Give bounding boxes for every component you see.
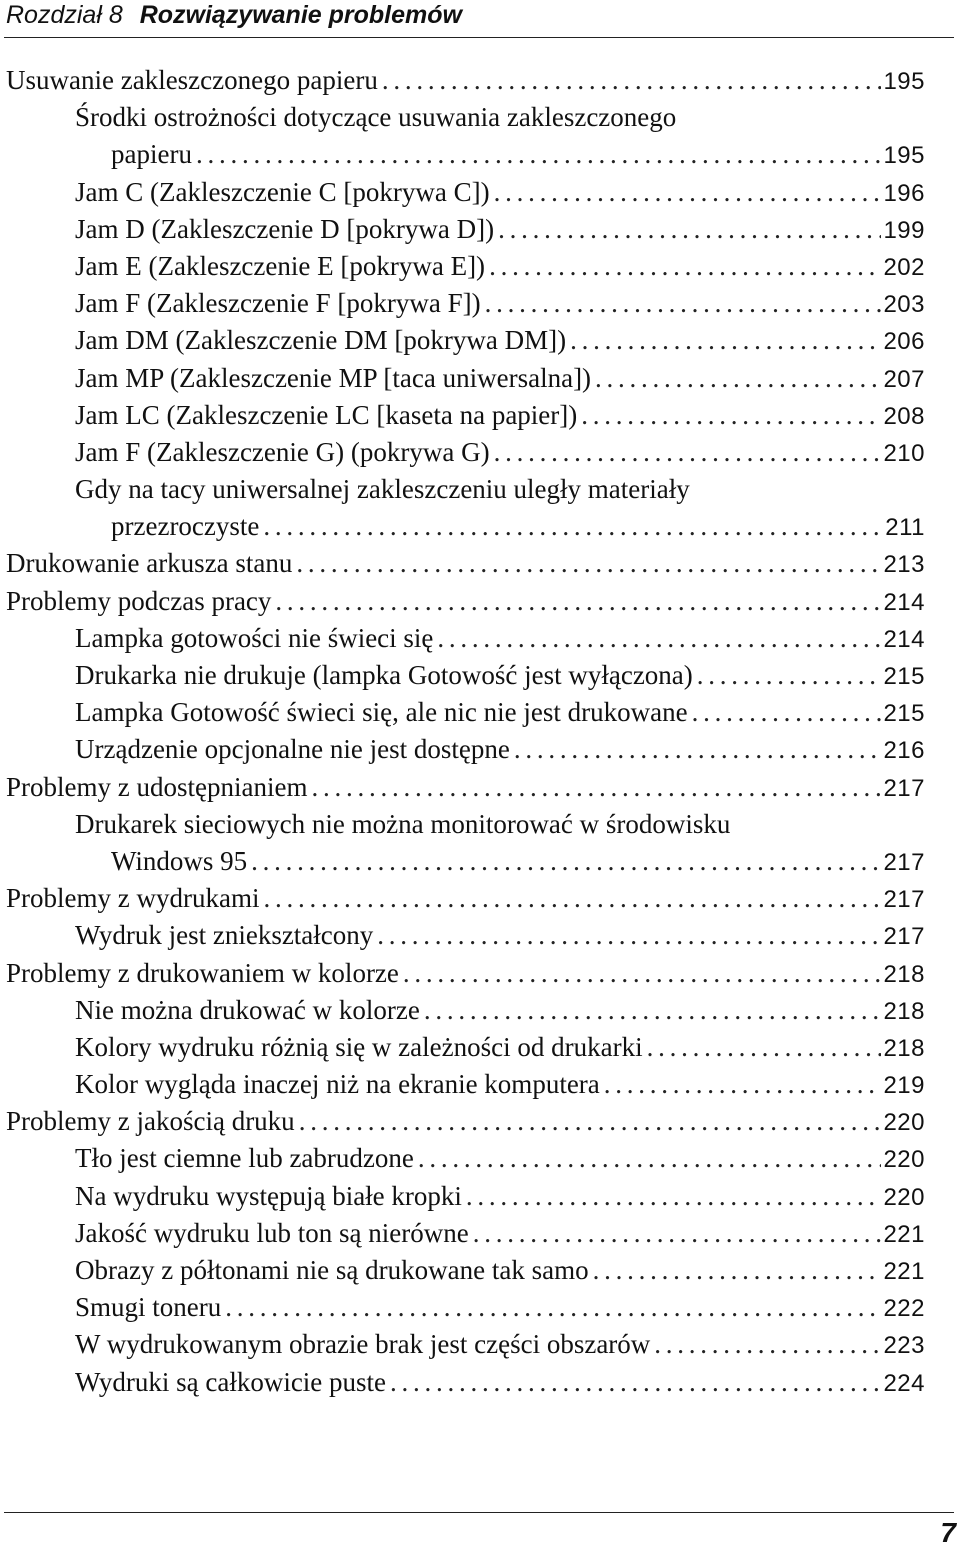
- toc-page-number: 203: [883, 291, 925, 319]
- toc-entry-title: Wydruk jest zniekształcony: [75, 920, 374, 951]
- dot-leader: [225, 1289, 881, 1326]
- toc-entry-title: Problemy z udostępnianiem: [6, 771, 308, 802]
- toc-page-number: 221: [883, 1258, 925, 1285]
- toc-entry-title: Jam F (Zakleszczenie F [pokrywa F]): [75, 288, 481, 319]
- dot-leader: [377, 917, 881, 954]
- toc-subsection-entry[interactable]: [75, 657, 960, 694]
- dot-leader: [403, 955, 882, 992]
- toc-section-entry[interactable]: [6, 62, 960, 99]
- dot-leader: [251, 843, 881, 880]
- toc-subsection-entry[interactable]: [75, 1029, 960, 1066]
- toc-entry-title: Jam F (Zakleszczenie G) (pokrywa G): [75, 436, 490, 467]
- toc-section-entry[interactable]: [6, 583, 960, 620]
- toc-entry-title: Tło jest ciemne lub zabrudzone: [75, 1143, 414, 1174]
- toc-subsection-entry[interactable]: [75, 285, 960, 322]
- chapter-header: [6, 0, 954, 34]
- toc-page-number: 220: [883, 1146, 925, 1174]
- toc-page-number: 222: [883, 1295, 925, 1323]
- dot-leader: [299, 1103, 882, 1140]
- toc-page-number: 206: [883, 328, 925, 356]
- toc-entry-title: Jam D (Zakleszczenie D [pokrywa D]): [75, 213, 495, 244]
- toc-entry-title: Drukowanie arkusza stanu: [6, 548, 293, 579]
- toc-page-number: 211: [885, 514, 925, 542]
- toc-subsection-entry[interactable]: [75, 1326, 960, 1363]
- dot-leader: [498, 211, 881, 248]
- toc-entry-title: Urządzenie opcjonalne nie jest dostępne: [75, 734, 510, 765]
- toc-entry-title: Problemy z wydrukami: [6, 883, 260, 914]
- toc-page-number: 224: [883, 1369, 925, 1397]
- dot-leader: [647, 1029, 882, 1066]
- chapter-title: Rozwiązywanie problemów: [139, 1, 462, 29]
- toc-page-number: 220: [883, 1109, 925, 1137]
- header-divider: [4, 37, 954, 38]
- toc-page-number: 196: [883, 179, 925, 207]
- dot-leader: [494, 174, 882, 211]
- toc-entry-title: Kolory wydruku różnią się w zależności od drukarki: [75, 1031, 643, 1062]
- toc-entry-title: Usuwanie zakleszczonego papieru: [6, 65, 378, 95]
- chapter-label: Rozdział 8: [6, 1, 123, 29]
- dot-leader: [382, 62, 882, 99]
- toc-subsection-entry[interactable]: [75, 211, 960, 248]
- toc-entry-title: Jakość wydruku lub ton są nierówne: [75, 1217, 469, 1248]
- toc-subsection-entry[interactable]: [75, 917, 960, 954]
- toc-entry-title: W wydrukowanym obrazie brak jest części obszarów: [75, 1329, 651, 1360]
- toc-subsection-entry[interactable]: [75, 1140, 960, 1177]
- dot-leader: [595, 360, 881, 397]
- toc-subsection-entry[interactable]: [75, 248, 960, 285]
- dot-leader: [263, 508, 883, 545]
- toc-subsection-entry[interactable]: [75, 1252, 960, 1289]
- toc-page-number: 213: [883, 551, 925, 579]
- toc-entry-title-continued: Windows 95: [111, 845, 248, 876]
- dot-leader: [437, 620, 881, 657]
- toc-entry-title: Lampka Gotowość świeci się, ale nic nie jest drukowane: [75, 697, 688, 728]
- toc-page-number: 214: [883, 625, 925, 653]
- dot-leader: [485, 285, 882, 322]
- toc-entry-title: Nie można drukować w kolorze: [75, 994, 420, 1025]
- toc-subsection-entry[interactable]: [75, 174, 960, 211]
- dot-leader: [390, 1364, 881, 1401]
- dot-leader: [263, 880, 881, 917]
- toc-subsection-entry[interactable]: [75, 360, 960, 397]
- toc-subsection-entry[interactable]: [75, 322, 960, 359]
- dot-leader: [593, 1252, 882, 1289]
- toc-entry-title: Problemy z jakością druku: [6, 1106, 295, 1137]
- toc-entry-title: Jam LC (Zakleszczenie LC [kaseta na papier]): [75, 399, 578, 430]
- dot-leader: [489, 248, 881, 285]
- toc-page-number: 223: [883, 1332, 925, 1360]
- toc-subsection-entry[interactable]: [75, 1178, 960, 1215]
- toc-entry-title: Problemy z drukowaniem w kolorze: [6, 957, 399, 988]
- toc-subsection-entry[interactable]: [75, 1364, 960, 1401]
- dot-leader: [296, 545, 881, 582]
- toc-subsection-entry[interactable]: [75, 1289, 960, 1326]
- dot-leader: [581, 397, 881, 434]
- dot-leader: [697, 657, 882, 694]
- dot-leader: [311, 769, 881, 806]
- toc-entry-title: Kolor wygląda inaczej niż na ekranie komputera: [75, 1069, 600, 1100]
- toc-entry-title: Problemy podczas pracy: [6, 585, 272, 616]
- toc-entry-title: Jam C (Zakleszczenie C [pokrywa C]): [75, 176, 490, 207]
- toc-page-number: 214: [883, 588, 925, 616]
- toc-entry-title: Gdy na tacy uniwersalnej zakleszczeniu uległy materiały: [75, 474, 690, 505]
- toc-subsection-entry[interactable]: [75, 99, 960, 173]
- dot-leader: [418, 1140, 882, 1177]
- toc-subsection-entry[interactable]: [75, 397, 960, 434]
- toc-subsection-entry[interactable]: [75, 806, 960, 880]
- toc-page-number: 210: [883, 439, 925, 467]
- dot-leader: [466, 1178, 882, 1215]
- toc-entry-title-continued: przezroczyste: [111, 511, 260, 542]
- toc-entry-title: Drukarek sieciowych nie można monitorować w środowisku: [75, 808, 731, 839]
- toc-section-entry[interactable]: [6, 955, 960, 992]
- toc-subsection-entry[interactable]: [75, 731, 960, 768]
- footer-divider: [4, 1512, 954, 1513]
- toc-section-entry[interactable]: [6, 880, 960, 917]
- toc-entry-title: Obrazy z półtonami nie są drukowane tak samo: [75, 1255, 589, 1285]
- toc-section-entry[interactable]: [6, 545, 960, 582]
- toc-page-number: 220: [883, 1183, 925, 1211]
- dot-leader: [196, 136, 881, 173]
- toc-page-number: 219: [883, 1072, 925, 1100]
- toc-page-number: 195: [883, 68, 925, 95]
- toc-entry-title: Lampka gotowości nie świeci się: [75, 622, 434, 653]
- dot-leader: [424, 992, 882, 1029]
- toc-subsection-entry[interactable]: [75, 471, 960, 545]
- toc-page-number: 215: [883, 700, 925, 728]
- toc-entry-title: Wydruki są całkowicie puste: [75, 1366, 387, 1397]
- table-of-contents: [0, 62, 960, 1401]
- toc-page-number: 218: [883, 960, 925, 988]
- toc-subsection-entry[interactable]: [75, 1215, 960, 1252]
- dot-leader: [604, 1066, 882, 1103]
- toc-section-entry[interactable]: [6, 1103, 960, 1140]
- toc-entry-title: Drukarka nie drukuje (lampka Gotowość jest wyłączona): [75, 660, 693, 690]
- toc-page-number: 215: [883, 663, 925, 690]
- toc-page-number: 199: [883, 216, 925, 244]
- toc-entry-title: Jam E (Zakleszczenie E [pokrywa E]): [75, 250, 486, 281]
- toc-subsection-entry[interactable]: [75, 1066, 960, 1103]
- toc-page-number: 202: [883, 253, 925, 281]
- toc-page-number: 207: [883, 365, 925, 393]
- toc-page-number: 218: [883, 997, 925, 1025]
- toc-page-number: 208: [883, 402, 925, 430]
- toc-page-number: 195: [883, 142, 925, 170]
- toc-page-number: 217: [883, 886, 925, 914]
- dot-leader: [514, 731, 882, 768]
- page-number: 7: [940, 1517, 956, 1548]
- toc-page-number: 218: [883, 1034, 925, 1062]
- toc-page-number: 217: [883, 923, 925, 951]
- dot-leader: [473, 1215, 882, 1252]
- toc-section-entry[interactable]: [6, 769, 960, 806]
- dot-leader: [692, 694, 882, 731]
- toc-page-number: 221: [883, 1220, 925, 1248]
- toc-subsection-entry[interactable]: [75, 694, 960, 731]
- toc-entry-title: Jam DM (Zakleszczenie DM [pokrywa DM]): [75, 325, 567, 356]
- toc-entry-title: Jam MP (Zakleszczenie MP [taca uniwersalna]): [75, 362, 592, 393]
- toc-entry-title: Środki ostrożności dotyczące usuwania zakleszczonego: [75, 102, 677, 133]
- toc-entry-title: Na wydruku występują białe kropki: [75, 1180, 462, 1211]
- dot-leader: [654, 1326, 881, 1363]
- toc-page-number: 216: [883, 737, 925, 765]
- dot-leader: [275, 583, 881, 620]
- dot-leader: [494, 434, 882, 471]
- toc-subsection-entry[interactable]: [75, 992, 960, 1029]
- toc-entry-title-continued: papieru: [111, 139, 192, 170]
- toc-entry-title: Smugi toneru: [75, 1292, 222, 1323]
- toc-page-number: 217: [883, 774, 925, 802]
- dot-leader: [570, 322, 881, 359]
- toc-page-number: 217: [883, 848, 925, 876]
- toc-subsection-entry[interactable]: [75, 620, 960, 657]
- toc-subsection-entry[interactable]: [75, 434, 960, 471]
